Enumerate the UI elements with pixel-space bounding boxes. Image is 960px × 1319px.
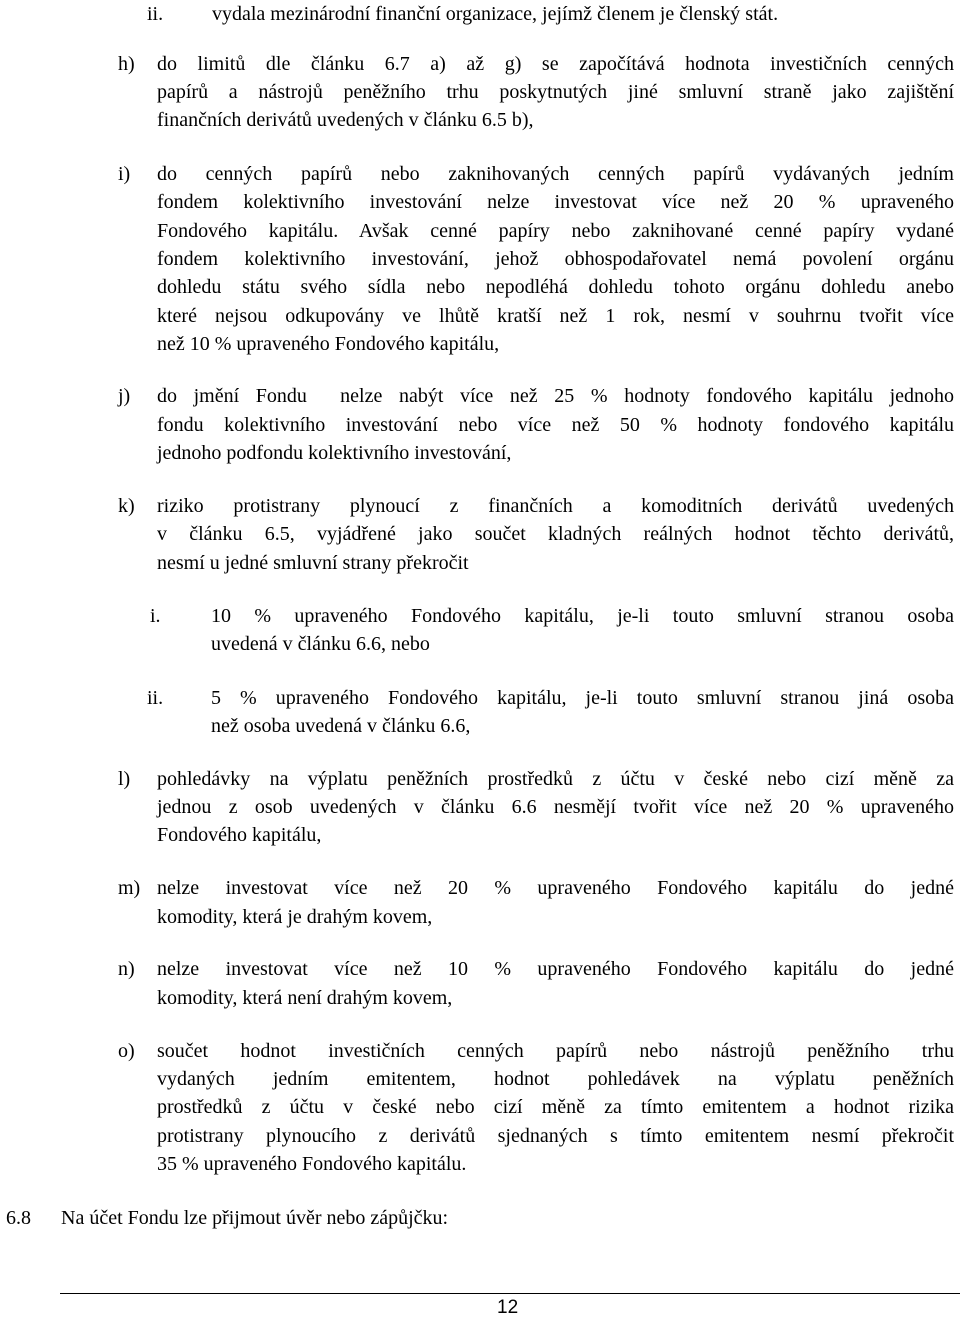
item-text-h-line-3: finančních derivátů uvedených v článku 6.5 b),: [157, 109, 534, 131]
item-text-h-line-2: papírů a nástrojů peněžního trhu poskytnutých jiné smluvní straně jako zajištění: [157, 81, 954, 103]
item-label-o: o): [118, 1040, 135, 1062]
item-label-h: h): [118, 53, 135, 75]
item-text-l-line-3: Fondového kapitálu,: [157, 824, 322, 846]
item-text-i-line-4: fondem kolektivního investování, jehož obhospodařovatel nemá povolení orgánu: [157, 248, 954, 270]
item-text-o-line-5: 35 % upraveného Fondového kapitálu.: [157, 1153, 467, 1175]
item-text-l-line-2: jednou z osob uvedených v článku 6.6 nesmějí tvořit více než 20 % upraveného: [157, 796, 954, 818]
item-label-top-ii: ii.: [147, 3, 164, 25]
item-label-m: m): [118, 877, 141, 899]
item-label-i: i): [118, 163, 131, 185]
footer-divider: [60, 1293, 960, 1294]
item-text-k-line-1: riziko protistrany plynoucí z finančních a komoditních derivátů uvedených: [157, 495, 954, 517]
item-text-o-line-1: součet hodnot investičních cenných papírů nebo nástrojů peněžního trhu: [157, 1040, 954, 1062]
section-number-6-8: 6.8: [6, 1207, 31, 1229]
item-text-o-line-3: prostředků z účtu v české nebo cizí měně za tímto emitentem a hodnot rizika: [157, 1096, 954, 1118]
item-text-i-line-2: fondem kolektivního investování nelze investovat více než 20 % upraveného: [157, 191, 954, 213]
item-text-i-line-1: do cenných papírů nebo zaknihovaných cenných papírů vydávaných jedním: [157, 163, 954, 185]
item-text-j-line-3: jednoho podfondu kolektivního investování,: [157, 442, 512, 464]
item-label-k: k): [118, 495, 135, 517]
item-text-i-line-5: dohledu státu svého sídla nebo nepodléhá dohledu tohoto orgánu dohledu anebo: [157, 276, 954, 298]
item-text-i-line-7: než 10 % upraveného Fondového kapitálu,: [157, 333, 500, 355]
item-text-m-line-1: nelze investovat více než 20 % upraveného Fondového kapitálu do jedné: [157, 877, 954, 899]
item-text-j-line-1: do jmění Fondu nelze nabýt více než 25 % hodnoty fondového kapitálu jednoho: [157, 385, 954, 407]
item-label-j: j): [118, 385, 131, 407]
item-text-n-line-2: komodity, která není drahým kovem,: [157, 987, 453, 1009]
item-label-k-ii: ii.: [147, 687, 164, 709]
item-text-m-line-2: komodity, která je drahým kovem,: [157, 906, 433, 928]
item-label-k-i: i.: [150, 605, 161, 627]
item-text-i-line-6: které nejsou odkupovány ve lhůtě kratší než 1 rok, nesmí v souhrnu tvořit více: [157, 305, 954, 327]
item-text-j-line-2: fondu kolektivního investování nebo více než 50 % hodnoty fondového kapitálu: [157, 414, 954, 436]
item-text-o-line-4: protistrany plynoucího z derivátů sjednaných s tímto emitentem nesmí překročit: [157, 1125, 954, 1147]
item-text-n-line-1: nelze investovat více než 10 % upraveného Fondového kapitálu do jedné: [157, 958, 954, 980]
item-text-top-ii-line-1: vydala mezinárodní finanční organizace, jejímž členem je členský stát.: [212, 3, 779, 25]
item-text-k-i-line-2: uvedená v článku 6.6, nebo: [211, 633, 430, 655]
item-text-k-ii-line-1: 5 % upraveného Fondového kapitálu, je-li touto smluvní stranou jiná osoba: [211, 687, 954, 709]
item-text-h-line-1: do limitů dle článku 6.7 a) až g) se započítává hodnota investičních cenných: [157, 53, 954, 75]
item-text-k-line-2: v článku 6.5, vyjádřené jako součet kladných reálných hodnot těchto derivátů,: [157, 523, 954, 545]
item-text-i-line-3: Fondového kapitálu. Avšak cenné papíry nebo zaknihované cenné papíry vydané: [157, 220, 954, 242]
item-text-k-ii-line-2: než osoba uvedená v článku 6.6,: [211, 715, 471, 737]
item-label-n: n): [118, 958, 135, 980]
item-text-l-line-1: pohledávky na výplatu peněžních prostředků z účtu v české nebo cizí měně za: [157, 768, 954, 790]
item-text-k-line-3: nesmí u jedné smluvní strany překročit: [157, 552, 469, 574]
page-number: 12: [497, 1297, 519, 1318]
item-text-k-i-line-1: 10 % upraveného Fondového kapitálu, je-li touto smluvní stranou osoba: [211, 605, 954, 627]
item-label-l: l): [118, 768, 131, 790]
item-text-o-line-2: vydaných jedním emitentem, hodnot pohledávek na výplatu peněžních: [157, 1068, 954, 1090]
section-text-6-8: Na účet Fondu lze přijmout úvěr nebo zápůjčku:: [61, 1207, 449, 1229]
